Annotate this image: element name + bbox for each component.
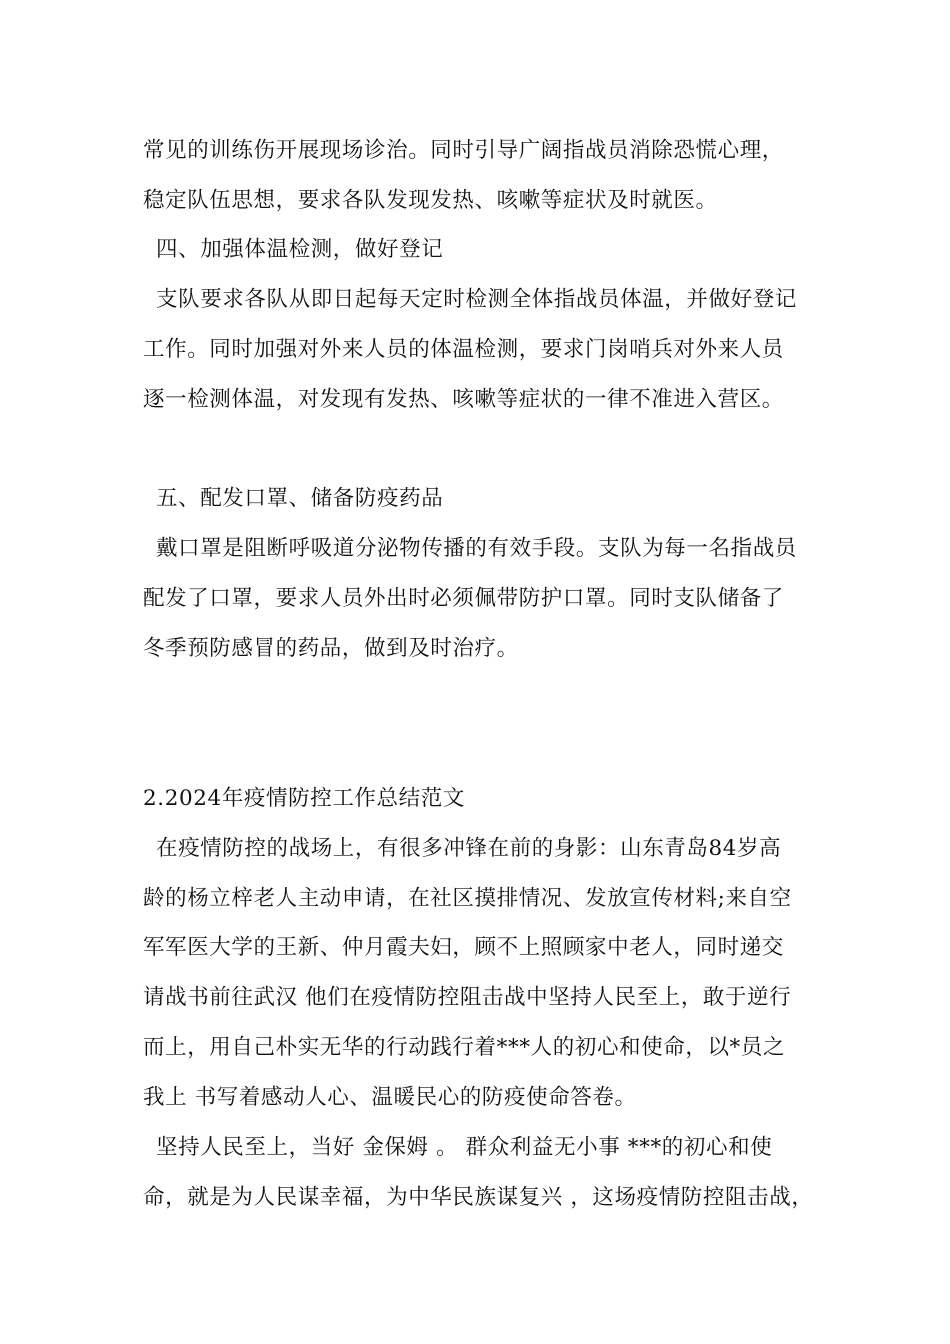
body-text-line: 而上，用自己朴实无华的行动践行着***人的初心和使命，以*员之 [143,1035,786,1060]
body-text-line: 在疫情防控的战场上，有很多冲锋在前的身影：山东青岛84岁高 [156,836,782,861]
body-text-line: 常见的训练伤开展现场诊治。同时引导广阔指战员消除恐慌心理， [143,138,784,163]
body-text-line: 配发了口罩，要求人员外出时必须佩带防护口罩。同时支队储备了 [143,586,784,611]
body-text-line: 支队要求各队从即日起每天定时检测全体指战员体温，并做好登记 [156,287,797,312]
body-text-line: 戴口罩是阻断呼吸道分泌物传播的有效手段。支队为每一名指战员 [156,536,797,561]
body-text-line: 我上 书写着感动人心、温暖民心的防疫使命答卷。 [143,1085,637,1110]
body-text-line: 军军医大学的王新、仲月霞夫妇，顾不上照顾家中老人，同时递交 [143,935,784,960]
body-text-line: 逐一检测体温，对发现有发热、咳嗽等症状的一律不准进入营区。 [143,387,784,412]
section-heading: 五、配发口罩、储备防疫药品 [156,486,444,511]
body-text-line: 工作。同时加强对外来人员的体温检测，要求门岗哨兵对外来人员 [143,337,784,362]
body-text-line: 请战书前往武汉 他们在疫情防控阻击战中坚持人民至上，敢于逆行 [143,985,792,1010]
body-text-line: 冬季预防感冒的药品，做到及时治疗。 [143,636,519,661]
body-text-line: 命，就是为人民谋幸福，为中华民族谋复兴 ，这场疫情防控阻击战， [143,1185,814,1210]
section-heading: 四、加强体温检测，做好登记 [156,237,444,262]
body-text-line: 稳定队伍思想，要求各队发现发热、咳嗽等症状及时就医。 [143,188,718,213]
body-text-line: 坚持人民至上，当好 金保姆 。 群众利益无小事 ***的初心和使 [156,1135,773,1160]
body-text-line: 龄的杨立梓老人主动申请，在社区摸排情况、发放宣传材料;来自空 [143,886,792,911]
article-title: 2.2024年疫情防控工作总结范文 [143,786,465,811]
